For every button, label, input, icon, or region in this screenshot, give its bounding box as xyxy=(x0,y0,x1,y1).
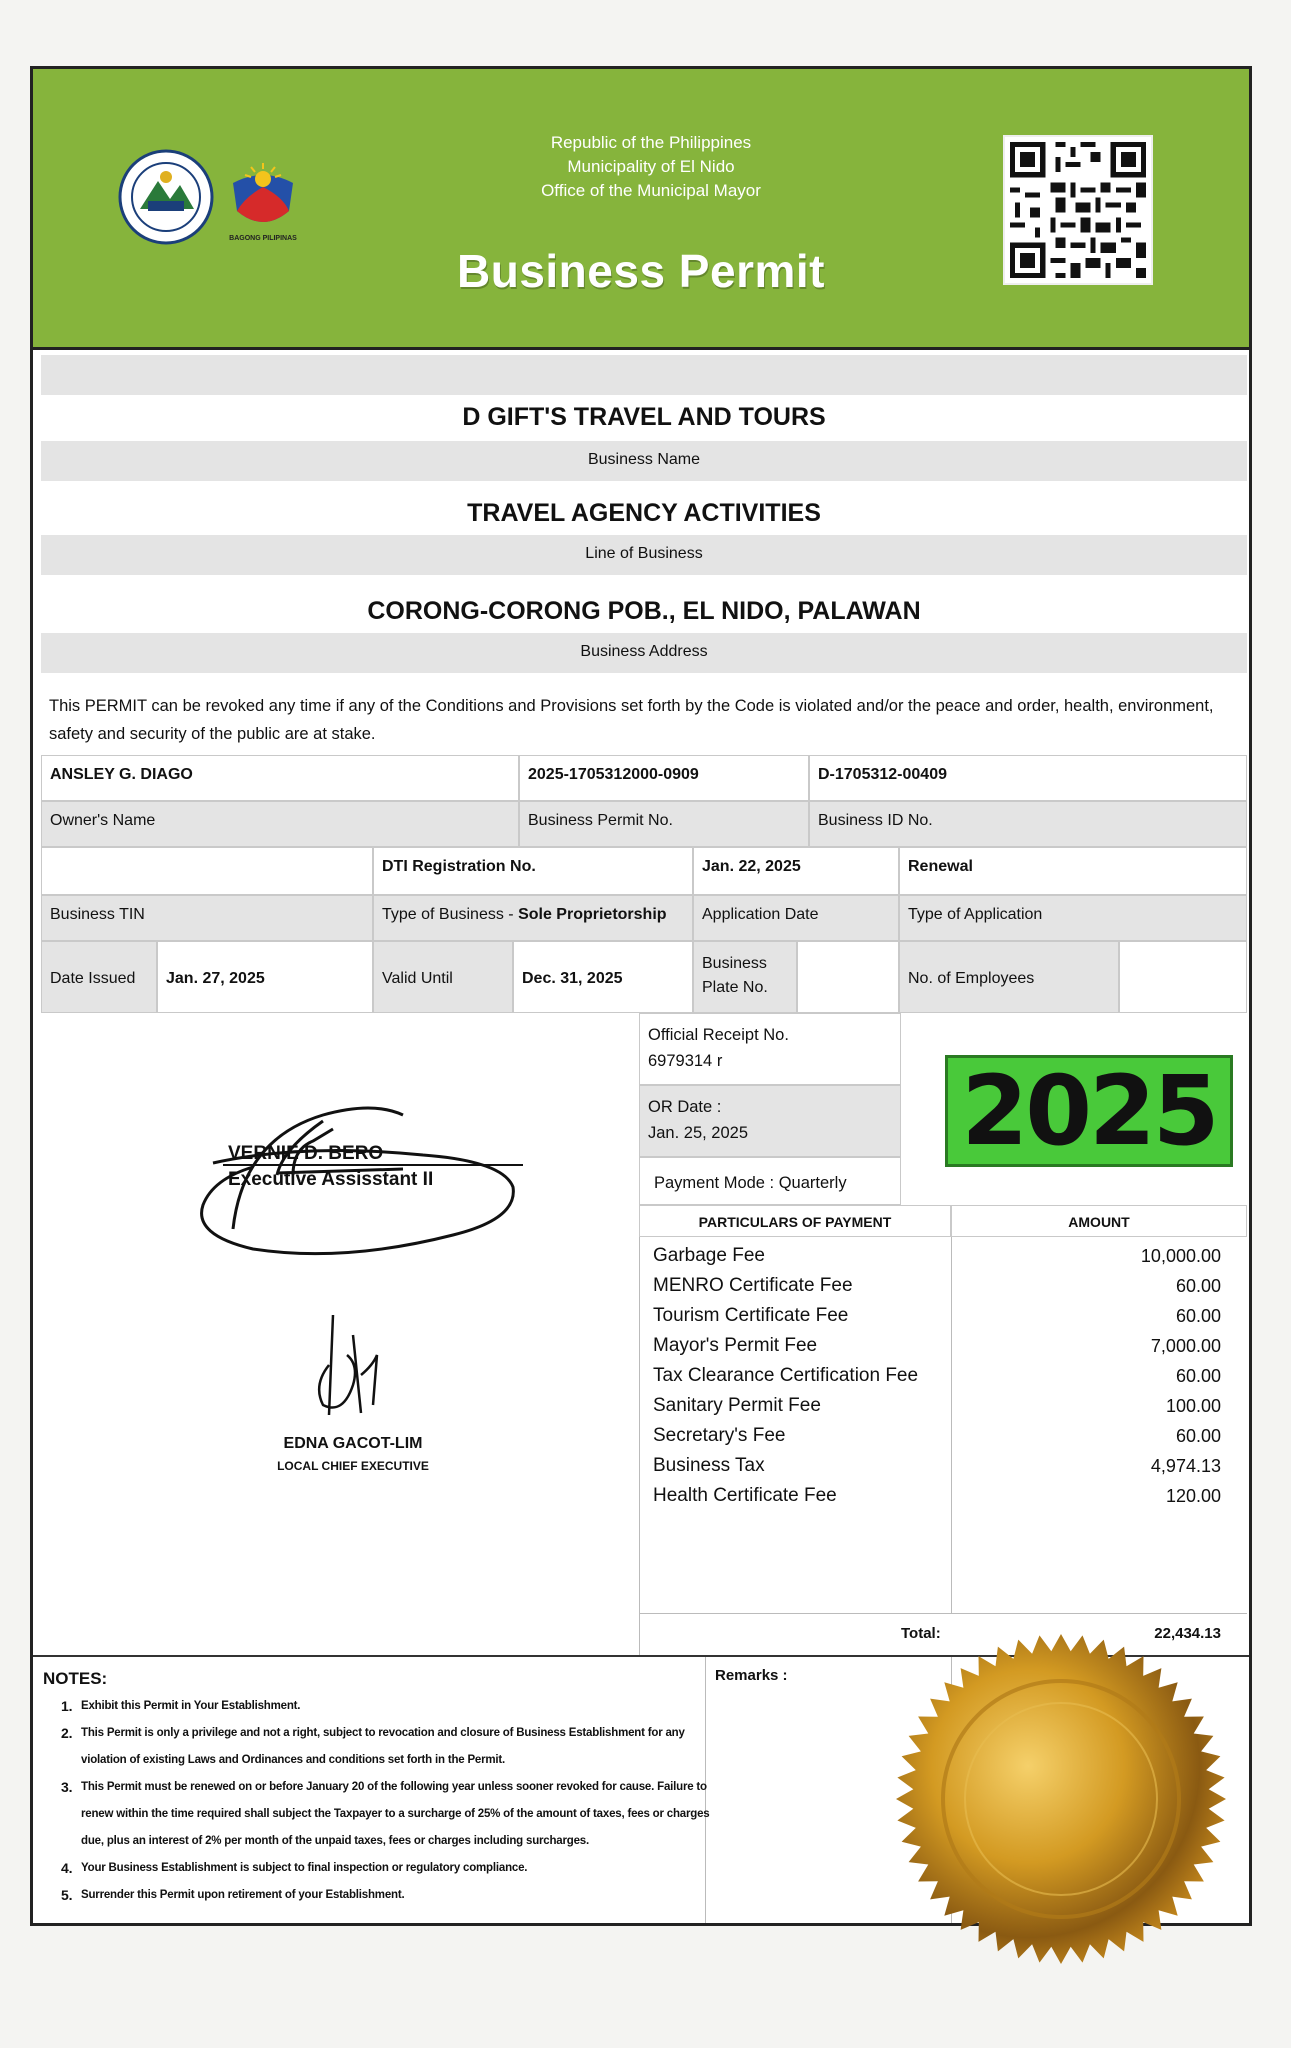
note-text: Exhibit this Permit in Your Establishment. xyxy=(81,1700,301,1712)
notes-list xyxy=(51,1693,711,1909)
note-text: Surrender this Permit upon retirement of your Establishment. xyxy=(81,1889,405,1901)
total-label: Total: xyxy=(901,1625,941,1642)
particulars-header: PARTICULARS OF PAYMENT xyxy=(639,1205,951,1237)
fee-label: Sanitary Permit Fee xyxy=(653,1395,821,1416)
or-date: Jan. 25, 2025 xyxy=(648,1124,748,1142)
date-issued-label: Date Issued xyxy=(41,941,157,1013)
type-of-business-value: Sole Proprietorship xyxy=(518,906,667,923)
fee-label: Business Tax xyxy=(653,1455,765,1476)
plate-number-value xyxy=(797,941,899,1013)
note-number: 2. xyxy=(61,1725,73,1741)
permit-number-label: Business Permit No. xyxy=(519,801,809,847)
line-of-business-label: Line of Business xyxy=(585,545,703,562)
business-id: D-1705312-00409 xyxy=(809,755,1247,801)
page-title: Business Permit xyxy=(457,245,825,297)
type-of-business xyxy=(373,895,693,941)
bagong-pilipinas-text: BAGONG PILIPINAS xyxy=(229,235,297,242)
fee-label: Mayor's Permit Fee xyxy=(653,1335,818,1356)
owner-name: ANSLEY G. DIAGO xyxy=(41,755,519,801)
business-permit-document xyxy=(30,66,1252,1926)
note-item xyxy=(51,1720,711,1774)
permit-year-badge: 2025 xyxy=(945,1055,1233,1167)
band-divider xyxy=(41,355,1247,395)
gov-line-republic: Republic of the Philippines xyxy=(550,133,752,152)
fee-amount: 60.00 xyxy=(1175,1366,1221,1386)
note-item xyxy=(51,1855,711,1882)
note-item xyxy=(51,1882,711,1909)
note-number: 4. xyxy=(61,1860,73,1876)
or-number-label: Official Receipt No. xyxy=(648,1026,789,1044)
fee-label: Garbage Fee xyxy=(653,1245,765,1266)
application-date: Jan. 22, 2025 xyxy=(693,847,899,895)
signatory-title: Executive Assisstant II xyxy=(228,1169,434,1190)
note-text: This Permit is only a privilege and not a right, subject to revocation and closure of Business Establishment for any violation of existing Laws and Ordinances and conditions set forth in the Permit. xyxy=(81,1727,685,1766)
fee-amount: 4,974.13 xyxy=(1150,1456,1221,1476)
line-of-business: TRAVEL AGENCY ACTIVITIES xyxy=(467,499,821,527)
business-tin-label: Business TIN xyxy=(41,895,373,941)
official-receipt xyxy=(639,1013,901,1085)
total-amount: 22,434.13 xyxy=(1154,1625,1221,1642)
employees-label: No. of Employees xyxy=(899,941,1119,1013)
fees-left-border xyxy=(639,1237,640,1657)
signature-gacot-lim-icon xyxy=(303,1305,403,1435)
payment-mode: Payment Mode : Quarterly xyxy=(639,1157,901,1205)
plate-number-label xyxy=(693,941,797,1013)
fees-column-divider xyxy=(951,1237,952,1613)
owner-name-label: Owner's Name xyxy=(41,801,519,847)
business-name-label: Business Name xyxy=(587,451,701,468)
gov-line-municipality: Municipality of El Nido xyxy=(567,157,735,176)
note-text: Your Business Establishment is subject to final inspection or regulatory compliance. xyxy=(81,1862,528,1874)
plate-label-line2: Plate No. xyxy=(702,979,768,996)
revocation-notice: This PERMIT can be revoked any time if any of the Conditions and Provisions set forth by the Code is violated and/or the peace and order, health, environment, safety and security of the public are at stake. xyxy=(49,697,1214,743)
dti-registration-label: DTI Registration No. xyxy=(373,847,693,895)
business-address-label: Business Address xyxy=(580,643,708,660)
employees-value xyxy=(1119,941,1247,1013)
gold-seal-icon xyxy=(891,1629,1231,1969)
fee-amount: 120.00 xyxy=(1165,1486,1221,1506)
signatory-name: VERNIE D. BERO xyxy=(228,1143,384,1164)
amount-header: AMOUNT xyxy=(951,1205,1247,1237)
note-number: 1. xyxy=(61,1698,73,1714)
fee-label: Tourism Certificate Fee xyxy=(653,1305,849,1326)
notes-title: NOTES: xyxy=(43,1669,108,1688)
note-number: 5. xyxy=(61,1887,73,1903)
fee-amount: 60.00 xyxy=(1175,1426,1221,1446)
business-tin-value xyxy=(41,847,373,895)
application-type: Renewal xyxy=(899,847,1247,895)
fee-amount: 100.00 xyxy=(1165,1396,1221,1416)
qr-code-icon xyxy=(1003,135,1153,285)
application-date-label: Application Date xyxy=(693,895,899,941)
valid-until-label: Valid Until xyxy=(373,941,513,1013)
gov-line-office: Office of the Municipal Mayor xyxy=(541,181,761,200)
remarks-label: Remarks : xyxy=(715,1667,788,1684)
or-date-box xyxy=(639,1085,901,1157)
note-text: This Permit must be renewed on or before January 20 of the following year unless sooner revoked for cause. Failure to renew within the time required shall subject the Taxpayer to a surcharge of 25% of the amount of taxes, fees or charges due, plus an interest of 2% per month of the unpaid taxes, fees or charges including surcharges. xyxy=(81,1781,710,1847)
or-number: 6979314 r xyxy=(648,1052,723,1070)
fee-label: Tax Clearance Certification Fee xyxy=(653,1365,919,1386)
chief-executive-name: EDNA GACOT-LIM xyxy=(283,1435,423,1452)
business-id-label: Business ID No. xyxy=(809,801,1247,847)
note-number: 3. xyxy=(61,1779,73,1795)
fee-amount: 10,000.00 xyxy=(1140,1246,1221,1266)
plate-label-line1: Business xyxy=(702,955,767,972)
fee-amount: 60.00 xyxy=(1175,1306,1221,1326)
fee-amount: 60.00 xyxy=(1175,1276,1221,1296)
fee-amount: 7,000.00 xyxy=(1150,1336,1221,1356)
type-of-business-label: Type of Business - xyxy=(382,906,519,923)
business-name: D GIFT'S TRAVEL AND TOURS xyxy=(462,403,826,431)
permit-number: 2025-1705312000-0909 xyxy=(519,755,809,801)
fee-label: Health Certificate Fee xyxy=(653,1485,837,1506)
valid-until: Dec. 31, 2025 xyxy=(513,941,693,1013)
note-item xyxy=(51,1774,711,1855)
fee-label: MENRO Certificate Fee xyxy=(653,1275,853,1296)
note-item xyxy=(51,1693,711,1720)
business-address: CORONG-CORONG POB., EL NIDO, PALAWAN xyxy=(367,597,921,625)
permit-header xyxy=(33,69,1249,350)
date-issued: Jan. 27, 2025 xyxy=(157,941,373,1013)
application-type-label: Type of Application xyxy=(899,895,1247,941)
chief-executive-title: LOCAL CHIEF EXECUTIVE xyxy=(277,1459,429,1473)
fee-label: Secretary's Fee xyxy=(653,1425,786,1446)
or-date-label: OR Date : xyxy=(648,1098,722,1116)
total-divider xyxy=(639,1613,1247,1614)
